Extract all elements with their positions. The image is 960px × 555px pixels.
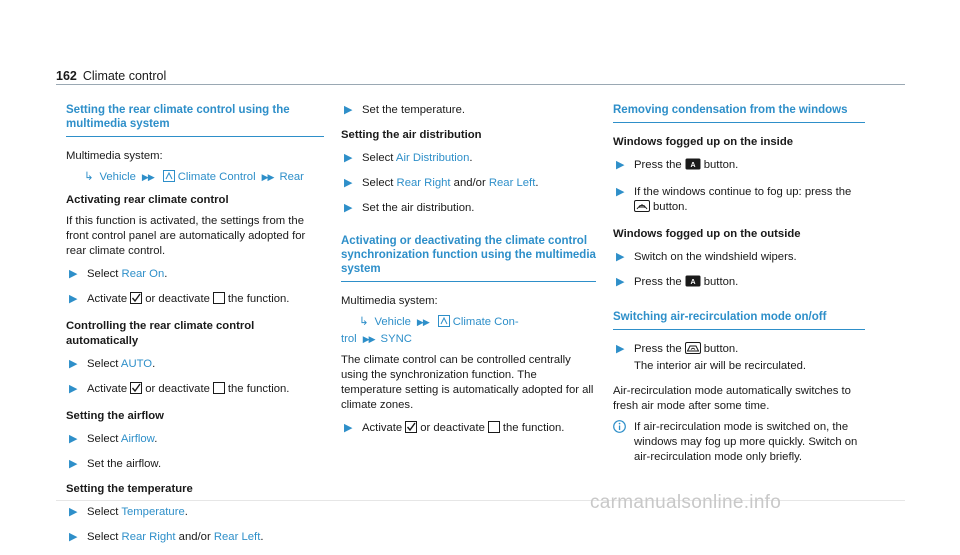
step-arrow-icon: ▶: [69, 433, 78, 445]
svg-text:A: A: [690, 279, 696, 286]
subheading-fogged-outside: Windows fogged up on the outside: [613, 228, 801, 240]
step-press-recirculation: ▶ Press the button. The interior air will be recirculated.: [616, 343, 807, 372]
checked-box-icon: [130, 292, 142, 309]
step-arrow-icon: ▶: [69, 358, 78, 370]
max-defrost-icon: [634, 200, 650, 217]
step-set-airflow: ▶ Set the airflow.: [69, 458, 162, 470]
subheading-airflow: Setting the airflow: [66, 410, 164, 422]
climate-fan-icon: [438, 315, 450, 332]
step-arrow-icon: ▶: [344, 104, 353, 116]
section-heading-recirculation: Switching air-recirculation mode on/off: [613, 310, 865, 330]
step-arrow-icon: ▶: [69, 506, 78, 518]
path-climate-control: Climate Control: [177, 171, 256, 183]
info-icon: [613, 420, 626, 438]
column-1: [66, 103, 324, 555]
step-arrow-icon: ▶: [616, 276, 625, 288]
empty-box-icon: [213, 292, 225, 309]
step-press-auto-inside: ▶ Press the A button.: [613, 158, 865, 175]
step-set-air-distribution: ▶ Set the air distribution.: [344, 202, 475, 214]
step-select-air-distribution: ▶ Select Air Distribution.: [344, 152, 473, 164]
paragraph-recirculation-info: Air-recirculation mode automatically switches to fresh air mode after some time.: [613, 385, 851, 412]
step-activate-auto: ▶ Activate or deactivate the function.: [66, 382, 324, 399]
page-title: Climate control: [82, 69, 167, 83]
double-chevron-icon: ▶▶: [261, 172, 274, 182]
step-arrow-icon: ▶: [344, 152, 353, 164]
path-vehicle: Vehicle: [99, 171, 136, 183]
path-rear: Rear: [279, 171, 304, 183]
multimedia-intro: Multimedia system:: [66, 150, 163, 162]
climate-fan-icon: [163, 170, 175, 187]
option-temperature: Temperature: [121, 506, 185, 518]
step-press-max-defrost: ▶ If the windows continue to fog up: press the button.: [613, 185, 865, 217]
auto-button-icon: [685, 275, 701, 292]
step-switch-wipers: ▶ Switch on the windshield wipers.: [616, 251, 797, 263]
double-chevron-icon: ▶▶: [141, 172, 154, 182]
step-select-rear-sides: ▶ Select Rear Right and/or Rear Left.: [69, 531, 264, 543]
option-rear-on: Rear On: [121, 268, 165, 280]
menu-path: [66, 170, 324, 187]
step-arrow-icon: ▶: [344, 422, 353, 434]
empty-box-icon: [488, 421, 500, 438]
double-chevron-icon: ▶▶: [416, 317, 429, 327]
step-activate-function: ▶ Activate or deactivate the function.: [66, 292, 324, 309]
path-vehicle: Vehicle: [374, 316, 411, 328]
step-arrow-icon: ▶: [616, 159, 625, 171]
step-select-airflow: ▶ Select Airflow.: [69, 433, 158, 445]
subheading-controlling-auto: Controlling the rear climate control automatically: [66, 320, 255, 347]
step-set-temperature: ▶ Set the temperature.: [344, 104, 465, 116]
step-arrow-icon: ▶: [616, 343, 625, 355]
path-sync: SYNC: [380, 333, 412, 345]
paragraph-sync-info: The climate control can be controlled centrally using the synchronization function. The temperature setting is automatically adopted for all climate zones.: [341, 354, 594, 411]
section-heading-condensation: Removing condensation from the windows: [613, 103, 865, 123]
step-arrow-icon: ▶: [69, 268, 78, 280]
option-auto: AUTO: [120, 358, 153, 370]
subheading-temperature: Setting the temperature: [66, 483, 193, 495]
subheading-activating-rear: Activating rear climate control: [66, 194, 229, 206]
page-number: 162: [56, 69, 77, 83]
step-select-auto: ▶ Select AUTO.: [69, 358, 156, 370]
step-select-rear-sides-2: ▶ Select Rear Right and/or Rear Left.: [344, 177, 539, 189]
checked-box-icon: [405, 421, 417, 438]
step-arrow-icon: ▶: [69, 293, 78, 305]
path-climate-control: Climate Con-: [452, 316, 519, 328]
option-air-distribution: Air Distribution: [395, 152, 470, 164]
step-arrow-icon: ▶: [616, 186, 625, 198]
step-arrow-icon: ▶: [344, 177, 353, 189]
step-arrow-icon: ▶: [344, 202, 353, 214]
checked-box-icon: [130, 382, 142, 399]
empty-box-icon: [213, 382, 225, 399]
info-note: If air-recirculation mode is switched on, the windows may fog up more quickly. Switch on air-recirculation mode only briefly.: [613, 420, 865, 465]
multimedia-intro: Multimedia system:: [341, 295, 438, 307]
paragraph-activation-info: If this function is activated, the settings from the front control panel are automatically adopted for rear climate control.: [66, 215, 306, 257]
step-press-auto-outside: ▶ Press the A button.: [613, 275, 865, 292]
column-2: [341, 103, 596, 448]
menu-path-sync: ↳ Vehicle ▶▶ Climate Con- trol ▶▶ SYNC: [341, 316, 519, 345]
recirculation-icon: [685, 342, 701, 359]
step-select-temperature: ▶ Select Temperature.: [69, 506, 188, 518]
step-arrow-icon: ▶: [616, 251, 625, 263]
auto-button-icon: [685, 158, 701, 175]
return-arrow-icon: ↳: [84, 171, 94, 183]
step-arrow-icon: ▶: [69, 458, 78, 470]
header-rule: [56, 84, 905, 85]
option-rear-left: Rear Left: [488, 177, 536, 189]
svg-text:A: A: [690, 162, 696, 169]
watermark: carmanualsonline.info: [590, 492, 782, 513]
option-rear-right: Rear Right: [121, 531, 176, 543]
column-3: [613, 103, 865, 465]
section-heading-rear-climate: Setting the rear climate control using the multimedia system: [66, 103, 324, 137]
option-rear-right: Rear Right: [396, 177, 451, 189]
subheading-air-distribution: Setting the air distribution: [341, 129, 482, 141]
option-airflow: Airflow: [120, 433, 155, 445]
section-heading-sync: Activating or deactivating the climate control synchronization function using the multimedia system: [341, 234, 596, 282]
step-select-rear-on: ▶ Select Rear On.: [69, 268, 168, 280]
option-rear-left: Rear Left: [213, 531, 261, 543]
double-chevron-icon: ▶▶: [362, 334, 375, 344]
step-arrow-icon: ▶: [69, 383, 78, 395]
page-header: [56, 69, 166, 84]
step-arrow-icon: ▶: [69, 531, 78, 543]
subheading-fogged-inside: Windows fogged up on the inside: [613, 136, 794, 148]
return-arrow-icon: ↳: [359, 316, 369, 328]
step-activate-sync: ▶ Activate or deactivate the function.: [341, 421, 596, 438]
